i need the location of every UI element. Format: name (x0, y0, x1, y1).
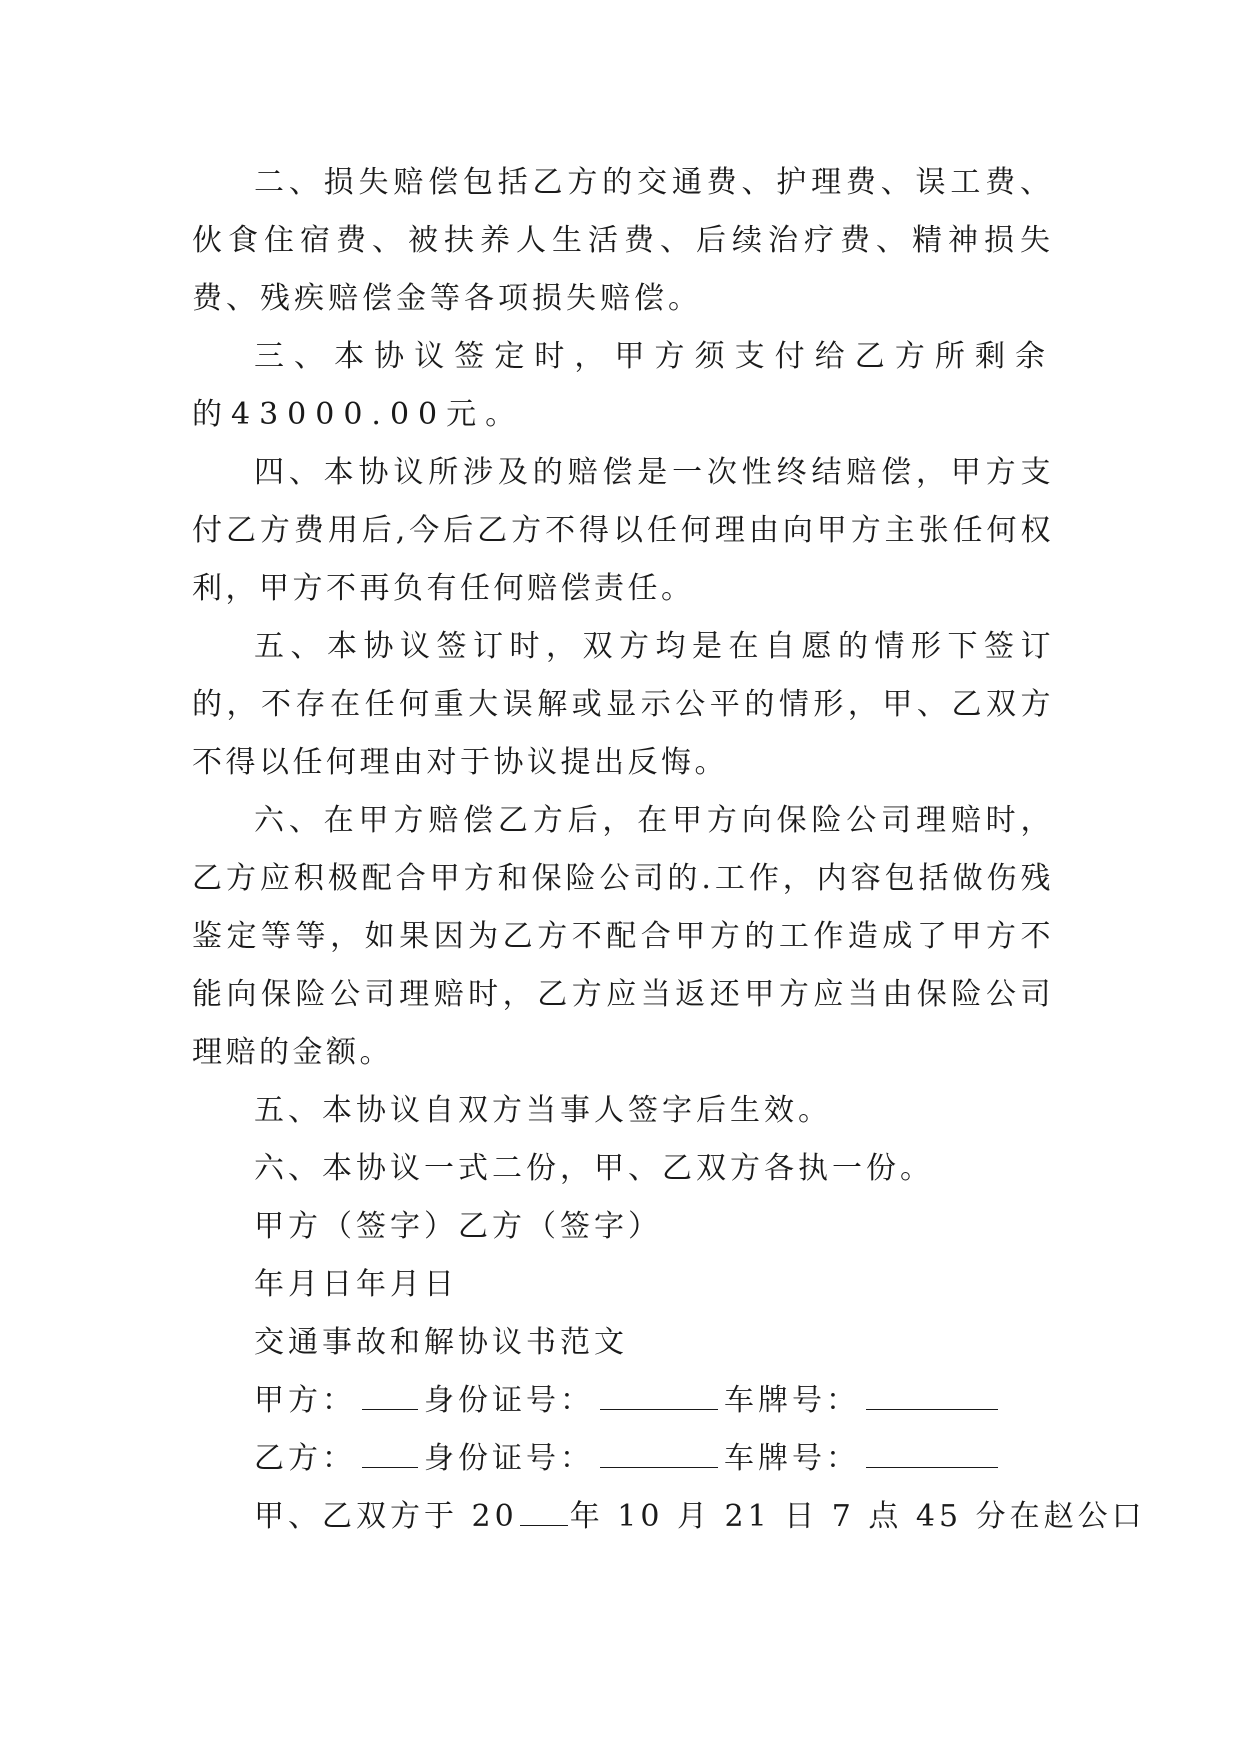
accident-date-line (192, 1488, 1146, 1546)
party-b-id-blank (600, 1439, 718, 1468)
party-b-line (192, 1430, 1054, 1488)
party-b-name-blank (362, 1439, 418, 1468)
paragraph-payment-remaining: 三、本协议签定时，甲方须支付给乙方所剩余的43000.00元。 (192, 339, 1054, 432)
date-line: 年月日年月日 (254, 1267, 458, 1302)
paragraph-copies: 六、本协议一式二份，甲、乙双方各执一份。 (254, 1151, 934, 1186)
party-b-plate-blank (866, 1439, 998, 1468)
party-b-plate-label: 车牌号： (724, 1441, 860, 1476)
party-a-id-label: 身份证号： (424, 1383, 594, 1418)
party-a-line (192, 1372, 1054, 1430)
accident-date-suffix: 年 10 月 21 日 7 点 45 分在赵公口 (569, 1499, 1146, 1534)
party-b-label: 乙方： (254, 1441, 356, 1476)
section-title: 交通事故和解协议书范文 (254, 1325, 628, 1360)
paragraph-one-time-settlement: 四、本协议所涉及的赔偿是一次性终结赔偿，甲方支付乙方费用后,今后乙方不得以任何理由向甲方主张任何权利，甲方不再负有任何赔偿责任。 (192, 455, 1054, 606)
paragraph-effective: 五、本协议自双方当事人签字后生效。 (254, 1093, 832, 1128)
party-a-plate-label: 车牌号： (724, 1383, 860, 1418)
paragraph-insurance-claim: 六、在甲方赔偿乙方后，在甲方向保险公司理赔时，乙方应积极配合甲方和保险公司的.工作，内容包括做伤残鉴定等等，如果因为乙方不配合甲方的工作造成了甲方不能向保险公司理赔时，乙方应当返还甲方应当由保险公司理赔的金额。 (192, 803, 1054, 1070)
party-a-id-blank (600, 1381, 718, 1410)
paragraph-voluntary-signing: 五、本协议签订时，双方均是在自愿的情形下签订的，不存在任何重大误解或显示公平的情形，甲、乙双方不得以任何理由对于协议提出反悔。 (192, 629, 1054, 780)
year-blank (520, 1497, 568, 1526)
document-body (192, 154, 1146, 1546)
party-a-name-blank (362, 1381, 418, 1410)
party-b-id-label: 身份证号： (424, 1441, 594, 1476)
party-a-label: 甲方： (254, 1383, 356, 1418)
party-a-plate-blank (866, 1381, 998, 1410)
signature-line: 甲方（签字）乙方（签字） (254, 1209, 662, 1244)
accident-date-prefix: 甲、乙双方于 20 (254, 1499, 518, 1534)
paragraph-compensation-items: 二、损失赔偿包括乙方的交通费、护理费、误工费、伙食住宿费、被扶养人生活费、后续治疗费、精神损失费、残疾赔偿金等各项损失赔偿。 (192, 165, 1054, 316)
